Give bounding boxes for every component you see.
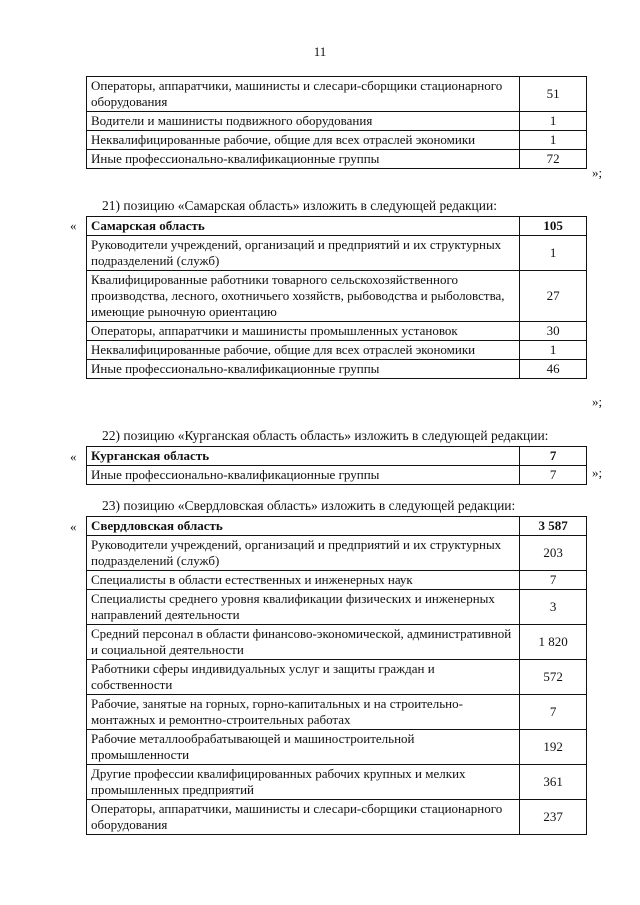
region-total: 105: [520, 217, 587, 236]
row-label: Неквалифицированные рабочие, общие для всех отраслей экономики: [87, 341, 520, 360]
row-value: 1: [520, 131, 587, 150]
row-value: 7: [520, 466, 587, 485]
row-value: 72: [520, 150, 587, 169]
samara-table: [86, 216, 587, 379]
region-total: 7: [520, 447, 587, 466]
table-row: [87, 660, 587, 695]
samara-intro: 21) позицию «Самарская область» изложить в следующей редакции:: [102, 198, 497, 213]
table-row: [87, 112, 587, 131]
row-value: 7: [520, 571, 587, 590]
opening-quote: «: [70, 449, 77, 464]
row-value: 1: [520, 112, 587, 131]
kurgan-table: [86, 446, 587, 485]
samara-table-block: [86, 216, 587, 379]
row-label: Иные профессионально-квалификационные группы: [87, 150, 520, 169]
region-name: Самарская область: [87, 217, 520, 236]
row-label: Неквалифицированные рабочие, общие для всех отраслей экономики: [87, 131, 520, 150]
row-value: 51: [520, 77, 587, 112]
row-value: 237: [520, 800, 587, 835]
table-row: [87, 77, 587, 112]
row-value: 572: [520, 660, 587, 695]
sverdlovsk-table: [86, 516, 587, 835]
row-value: 192: [520, 730, 587, 765]
closing-quote: »;: [592, 465, 603, 480]
opening-quote: «: [70, 218, 77, 233]
row-label: Операторы, аппаратчики, машинисты и слесари-сборщики стационарного оборудования: [87, 800, 520, 835]
table-row: [87, 536, 587, 571]
table-row: [87, 625, 587, 660]
table-row: [87, 695, 587, 730]
row-value: 30: [520, 322, 587, 341]
row-label: Иные профессионально-квалификационные группы: [87, 466, 520, 485]
row-label: Рабочие металлообрабатывающей и машиностроительной промышленности: [87, 730, 520, 765]
region-total: 3 587: [520, 517, 587, 536]
row-label: Работники сферы индивидуальных услуг и защиты граждан и собственности: [87, 660, 520, 695]
continuation-table: [86, 76, 587, 169]
row-label: Руководители учреждений, организаций и предприятий и их структурных подразделений (служб): [87, 236, 520, 271]
continuation-table-block: [86, 76, 587, 169]
row-label: Другие профессии квалифицированных рабочих крупных и мелких промышленных предприятий: [87, 765, 520, 800]
row-label: Рабочие, занятые на горных, горно-капитальных и на строительно-монтажных и ремонтно-строительных работах: [87, 695, 520, 730]
row-label: Операторы, аппаратчики, машинисты и слесари-сборщики стационарного оборудования: [87, 77, 520, 112]
kurgan-intro: 22) позицию «Курганская область область» изложить в следующей редакции:: [102, 428, 549, 443]
row-label: Операторы, аппаратчики и машинисты промышленных установок: [87, 322, 520, 341]
row-label: Руководители учреждений, организаций и предприятий и их структурных подразделений (служб): [87, 536, 520, 571]
table-row: [87, 765, 587, 800]
table-row: [87, 341, 587, 360]
table-row: [87, 590, 587, 625]
opening-quote: «: [70, 519, 77, 534]
row-value: 7: [520, 695, 587, 730]
row-value: 1: [520, 341, 587, 360]
region-row: [87, 447, 587, 466]
region-row: [87, 217, 587, 236]
table-row: [87, 800, 587, 835]
table-row: [87, 150, 587, 169]
table-row: [87, 236, 587, 271]
row-label: Специалисты среднего уровня квалификации физических и инженерных направлений деятельности: [87, 590, 520, 625]
table-row: [87, 730, 587, 765]
row-value: 361: [520, 765, 587, 800]
table-row: [87, 322, 587, 341]
row-label: Специалисты в области естественных и инженерных наук: [87, 571, 520, 590]
table-row: [87, 271, 587, 322]
kurgan-table-block: [86, 446, 587, 485]
row-value: 203: [520, 536, 587, 571]
region-name: Курганская область: [87, 447, 520, 466]
row-value: 46: [520, 360, 587, 379]
table-row: [87, 131, 587, 150]
region-name: Свердловская область: [87, 517, 520, 536]
table-row: [87, 466, 587, 485]
page-number: 11: [313, 44, 327, 59]
row-label: Иные профессионально-квалификационные группы: [87, 360, 520, 379]
row-value: 27: [520, 271, 587, 322]
row-value: 3: [520, 590, 587, 625]
sverdlovsk-table-block: [86, 516, 587, 835]
row-value: 1: [520, 236, 587, 271]
closing-quote: »;: [592, 394, 603, 409]
sverdlovsk-intro: 23) позицию «Свердловская область» изложить в следующей редакции:: [102, 498, 516, 513]
region-row: [87, 517, 587, 536]
row-label: Водители и машинисты подвижного оборудования: [87, 112, 520, 131]
closing-quote: »;: [592, 165, 603, 180]
table-row: [87, 571, 587, 590]
row-label: Квалифицированные работники товарного сельскохозяйственного производства, лесного, охотничьего хозяйств, рыбоводства и рыболовства, имеющие рыночную ориентацию: [87, 271, 520, 322]
row-label: Средний персонал в области финансово-экономической, административной и социальной деятельности: [87, 625, 520, 660]
table-row: [87, 360, 587, 379]
row-value: 1 820: [520, 625, 587, 660]
